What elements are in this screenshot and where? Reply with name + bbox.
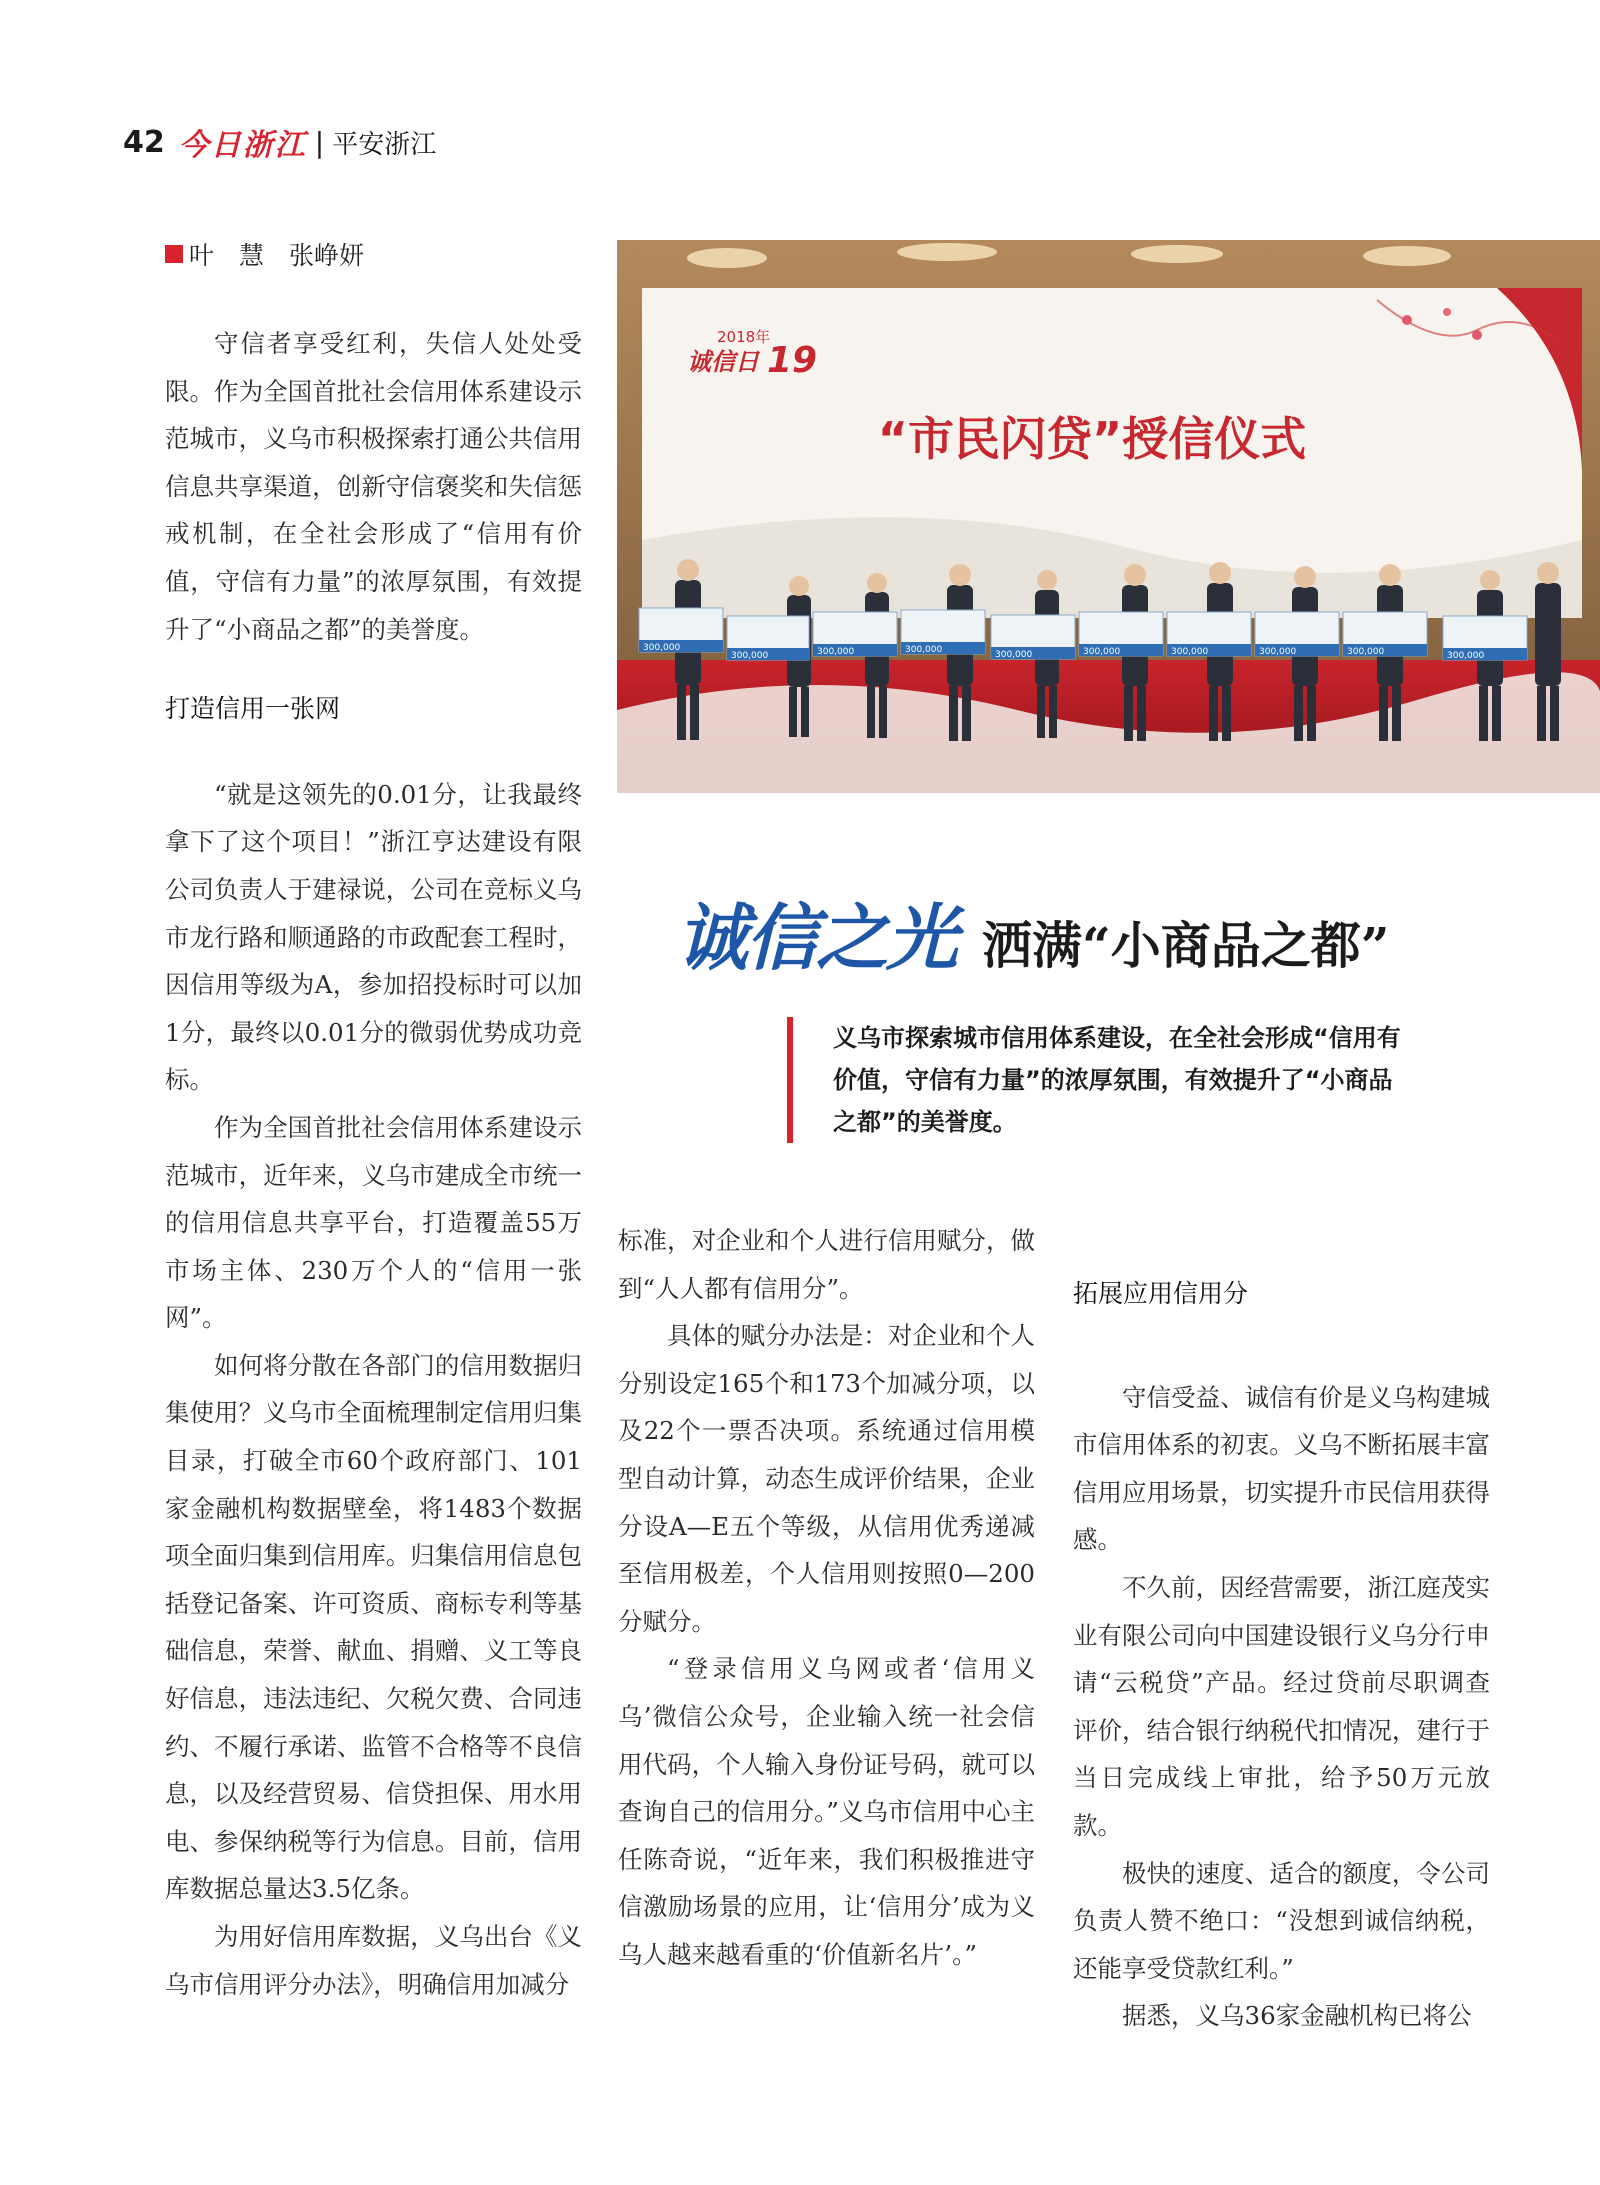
paragraph: 极快的速度、适合的额度，令公司负责人赞不绝口：“没想到诚信纳税，还能享受贷款红利。” [1073, 1858, 1490, 1983]
cheque-amount: 300,000 [817, 647, 855, 657]
cheque-amount: 300,000 [731, 651, 769, 661]
header-divider: | [314, 125, 325, 159]
cheque-amount: 300,000 [1347, 647, 1385, 657]
event-photo [617, 240, 1600, 793]
title-sub: 洒满“小商品之都” [982, 916, 1390, 975]
intro-paragraph: 守信者享受红利，失信人处处受限。作为全国首批社会信用体系建设示范城市，义乌市积极探索打通公共信用信息共享渠道，创新守信褒奖和失信惩戒机制，在全社会形成了“信用有价值，守信有力量”的浓厚氛围，有效提升了“小商品之都”的美誉度。 [165, 329, 582, 644]
paragraph: “登录信用义乌网或者‘信用义乌’微信公众号，企业输入统一社会信用代码，个人输入身份证号码，就可以查询自己的信用分。”义乌市信用中心主任陈奇说，“近年来，我们积极推进守信激励场景的应用，让‘信用分’成为义乌人越来越看重的‘价值新名片’。” [618, 1654, 1035, 1969]
cheque-amount: 300,000 [1171, 647, 1209, 657]
paragraph: “就是这领先的0.01分，让我最终拿下了这个项目！”浙江亨达建设有限公司负责人于建禄说，公司在竞标义乌市龙行路和顺通路的市政配套工程时，因信用等级为A，参加招投标时可以加1分，最终以0.01分的微弱优势成功竞标。 [165, 779, 582, 1095]
cheque-amount: 300,000 [905, 645, 943, 655]
page-number: 42 [123, 124, 165, 160]
byline [165, 236, 364, 272]
column-2 [618, 1217, 1035, 1979]
paragraph: 作为全国首批社会信用体系建设示范城市，近年来，义乌市建成全市统一的信用信息共享平台，打造覆盖55万市场主体、230万个人的“信用一张网”。 [165, 1112, 582, 1333]
paragraph: 据悉，义乌36家金融机构已将公 [1122, 2001, 1472, 2031]
section-heading-1: 打造信用一张网 [165, 694, 341, 724]
author-names: 叶 慧 张峥妍 [189, 241, 365, 270]
photo-day-number: 19 [767, 340, 818, 381]
section-name: 平安浙江 [332, 129, 437, 160]
photo-event-label: 诚信日 [687, 348, 759, 376]
cheque-amount: 300,000 [1259, 647, 1297, 657]
photo-year-label: 2018年 [717, 328, 771, 346]
magazine-logo: 今日浙江 [178, 128, 307, 163]
lede: 义乌市探索城市信用体系建设，在全社会形成“信用有价值，守信有力量”的浓厚氛围，有效提升了“小商品之都”的美誉度。 [787, 1017, 1407, 1143]
article-title [676, 880, 1390, 984]
cheque-amount: 300,000 [643, 643, 681, 653]
paragraph: 如何将分散在各部门的信用数据归集使用？义乌市全面梳理制定信用归集目录，打破全市60个政府部门、101家金融机构数据壁垒，将1483个数据项全面归集到信用库。归集信用信息包括登记备案、许可资质、商标专利等基础信息，荣誉、献血、捐赠、义工等良好信息，违法违纪、欠税欠费、合同违约、不履行承诺、监管不合格等不良信息，以及经营贸易、信贷担保、用水用电、参保纳税等行为信息。目前，信用库数据总量达3.5亿条。 [165, 1350, 582, 1904]
column-3 [1073, 1270, 1490, 2040]
cheque-amount: 300,000 [1083, 647, 1121, 657]
red-square-icon [165, 245, 183, 263]
paragraph: 守信受益、诚信有价是义乌构建城市信用体系的初衷。义乌不断拓展丰富信用应用场景，切实提升市民信用获得感。 [1073, 1382, 1490, 1555]
title-main: 诚信之光 [676, 896, 957, 980]
paragraph: 具体的赋分办法是：对企业和个人分别设定165个和173个加减分项，以及22个一票否决项。系统通过信用模型自动计算，动态生成评价结果，企业分设A—E五个等级，从信用优秀递减至信用极差，个人信用则按照0—200分赋分。 [618, 1321, 1035, 1636]
section-heading-2: 拓展应用信用分 [1073, 1279, 1249, 1308]
cheque-amount: 300,000 [995, 650, 1033, 660]
paragraph: 为用好信用库数据，义乌出台《义乌市信用评分办法》，明确信用加减分 [165, 1922, 582, 1999]
paragraph: 不久前，因经营需要，浙江庭茂实业有限公司向中国建设银行义乌分行申请“云税贷”产品。经过贷前尽职调查评价，结合银行纳税代扣情况，建行于当日完成线上审批，给予50万元放款。 [1073, 1572, 1490, 1840]
running-header [123, 122, 436, 162]
cheque-amount: 300,000 [1447, 651, 1485, 661]
column-1 [165, 320, 582, 2008]
photo-banner-text: “市民闪贷”授信仪式 [877, 412, 1307, 466]
paragraph: 标准，对企业和个人进行信用赋分，做到“人人都有信用分”。 [618, 1226, 1035, 1303]
